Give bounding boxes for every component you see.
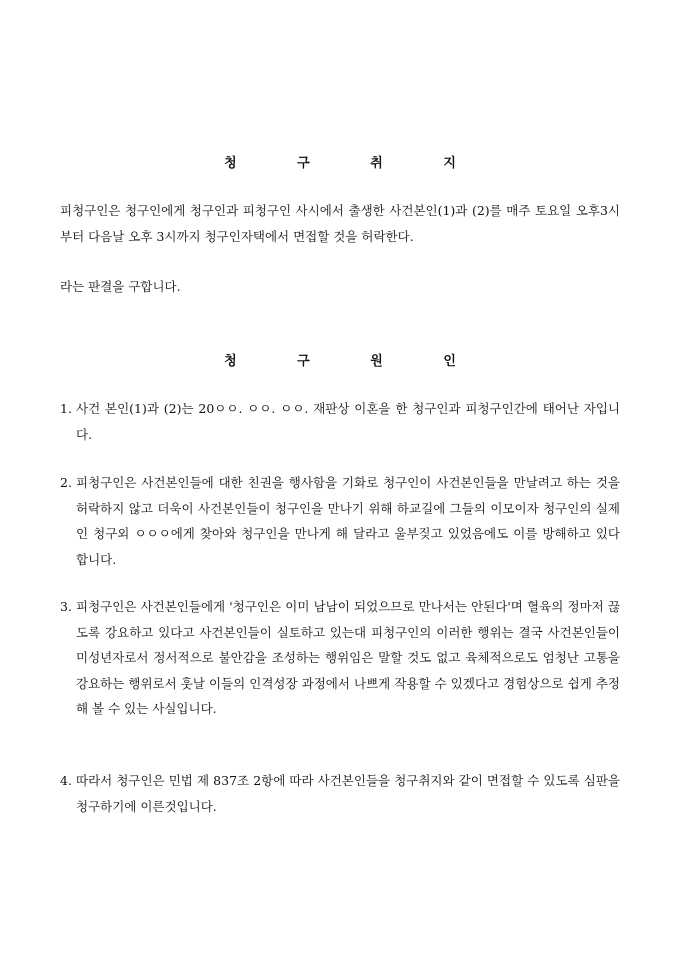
item-number: 2. [60,475,72,490]
item-number: 1. [60,401,72,416]
item-number: 4. [60,773,72,788]
claim-cause-item-3 [60,594,620,722]
claim-cause-heading: 청 구 원 인 [224,354,484,369]
item-text: 사건 본인(1)과 (2)는 20ㅇㅇ. ㅇㅇ. ㅇㅇ. 재판상 이혼을 한 청구인과 피청구인간에 태어난 자입니다. [76,401,620,442]
claim-purpose-paragraph: 피청구인은 청구인에게 청구인과 피청구인 사시에서 출생한 사건본인(1)과 (2)를 매주 토요일 오후3시부터 다음날 오후 3시까지 청구인자택에서 면접할 것을 허락한다. [60,203,620,244]
item-text: 피청구인은 사건본인들에게 '청구인은 이미 남남이 되었으므로 만나서는 안된다'며 혈육의 정마저 끊도록 강요하고 있다고 사건본인들이 실토하고 있는대 피청구인의 이러한 행위는 결국 사건본인들이 미성년자로서 정서적으로 불안감을 조성하는 행위임은 말할 것도 없고 육체적으로도 엄청난 고통을 강요하는 행위로서 훗날 이들의 인격성장 과정에서 나쁘게 작용할 수 있겠다고 경험상으로 쉽게 추정해 볼 수 있는 사실입니다. [76,599,620,716]
claim-purpose-closing: 라는 판결을 구합니다. [60,279,181,294]
item-text: 피청구인은 사건본인들에 대한 친권을 행사함을 기화로 청구인이 사건본인들을 만날려고 하는 것을 허락하지 않고 더욱이 사건본인들이 청구인을 만나기 위해 하교길에 그들의 이모이자 청구인의 실제인 청구외 ㅇㅇㅇ에게 찾아와 청구인을 만나게 해 달라고 울부짖고 있었음에도 이를 방해하고 있다 합니다. [76,475,620,567]
item-text: 따라서 청구인은 민법 제 837조 2항에 따라 사건본인들을 청구취지와 같이 면접할 수 있도록 심판을 청구하기에 이른것입니다. [76,773,620,814]
claim-cause-item-2 [60,470,620,572]
claim-cause-item-1 [60,396,620,447]
claim-purpose-heading: 청 구 취 지 [224,156,484,171]
claim-cause-item-4 [60,768,620,819]
item-number: 3. [60,599,72,614]
